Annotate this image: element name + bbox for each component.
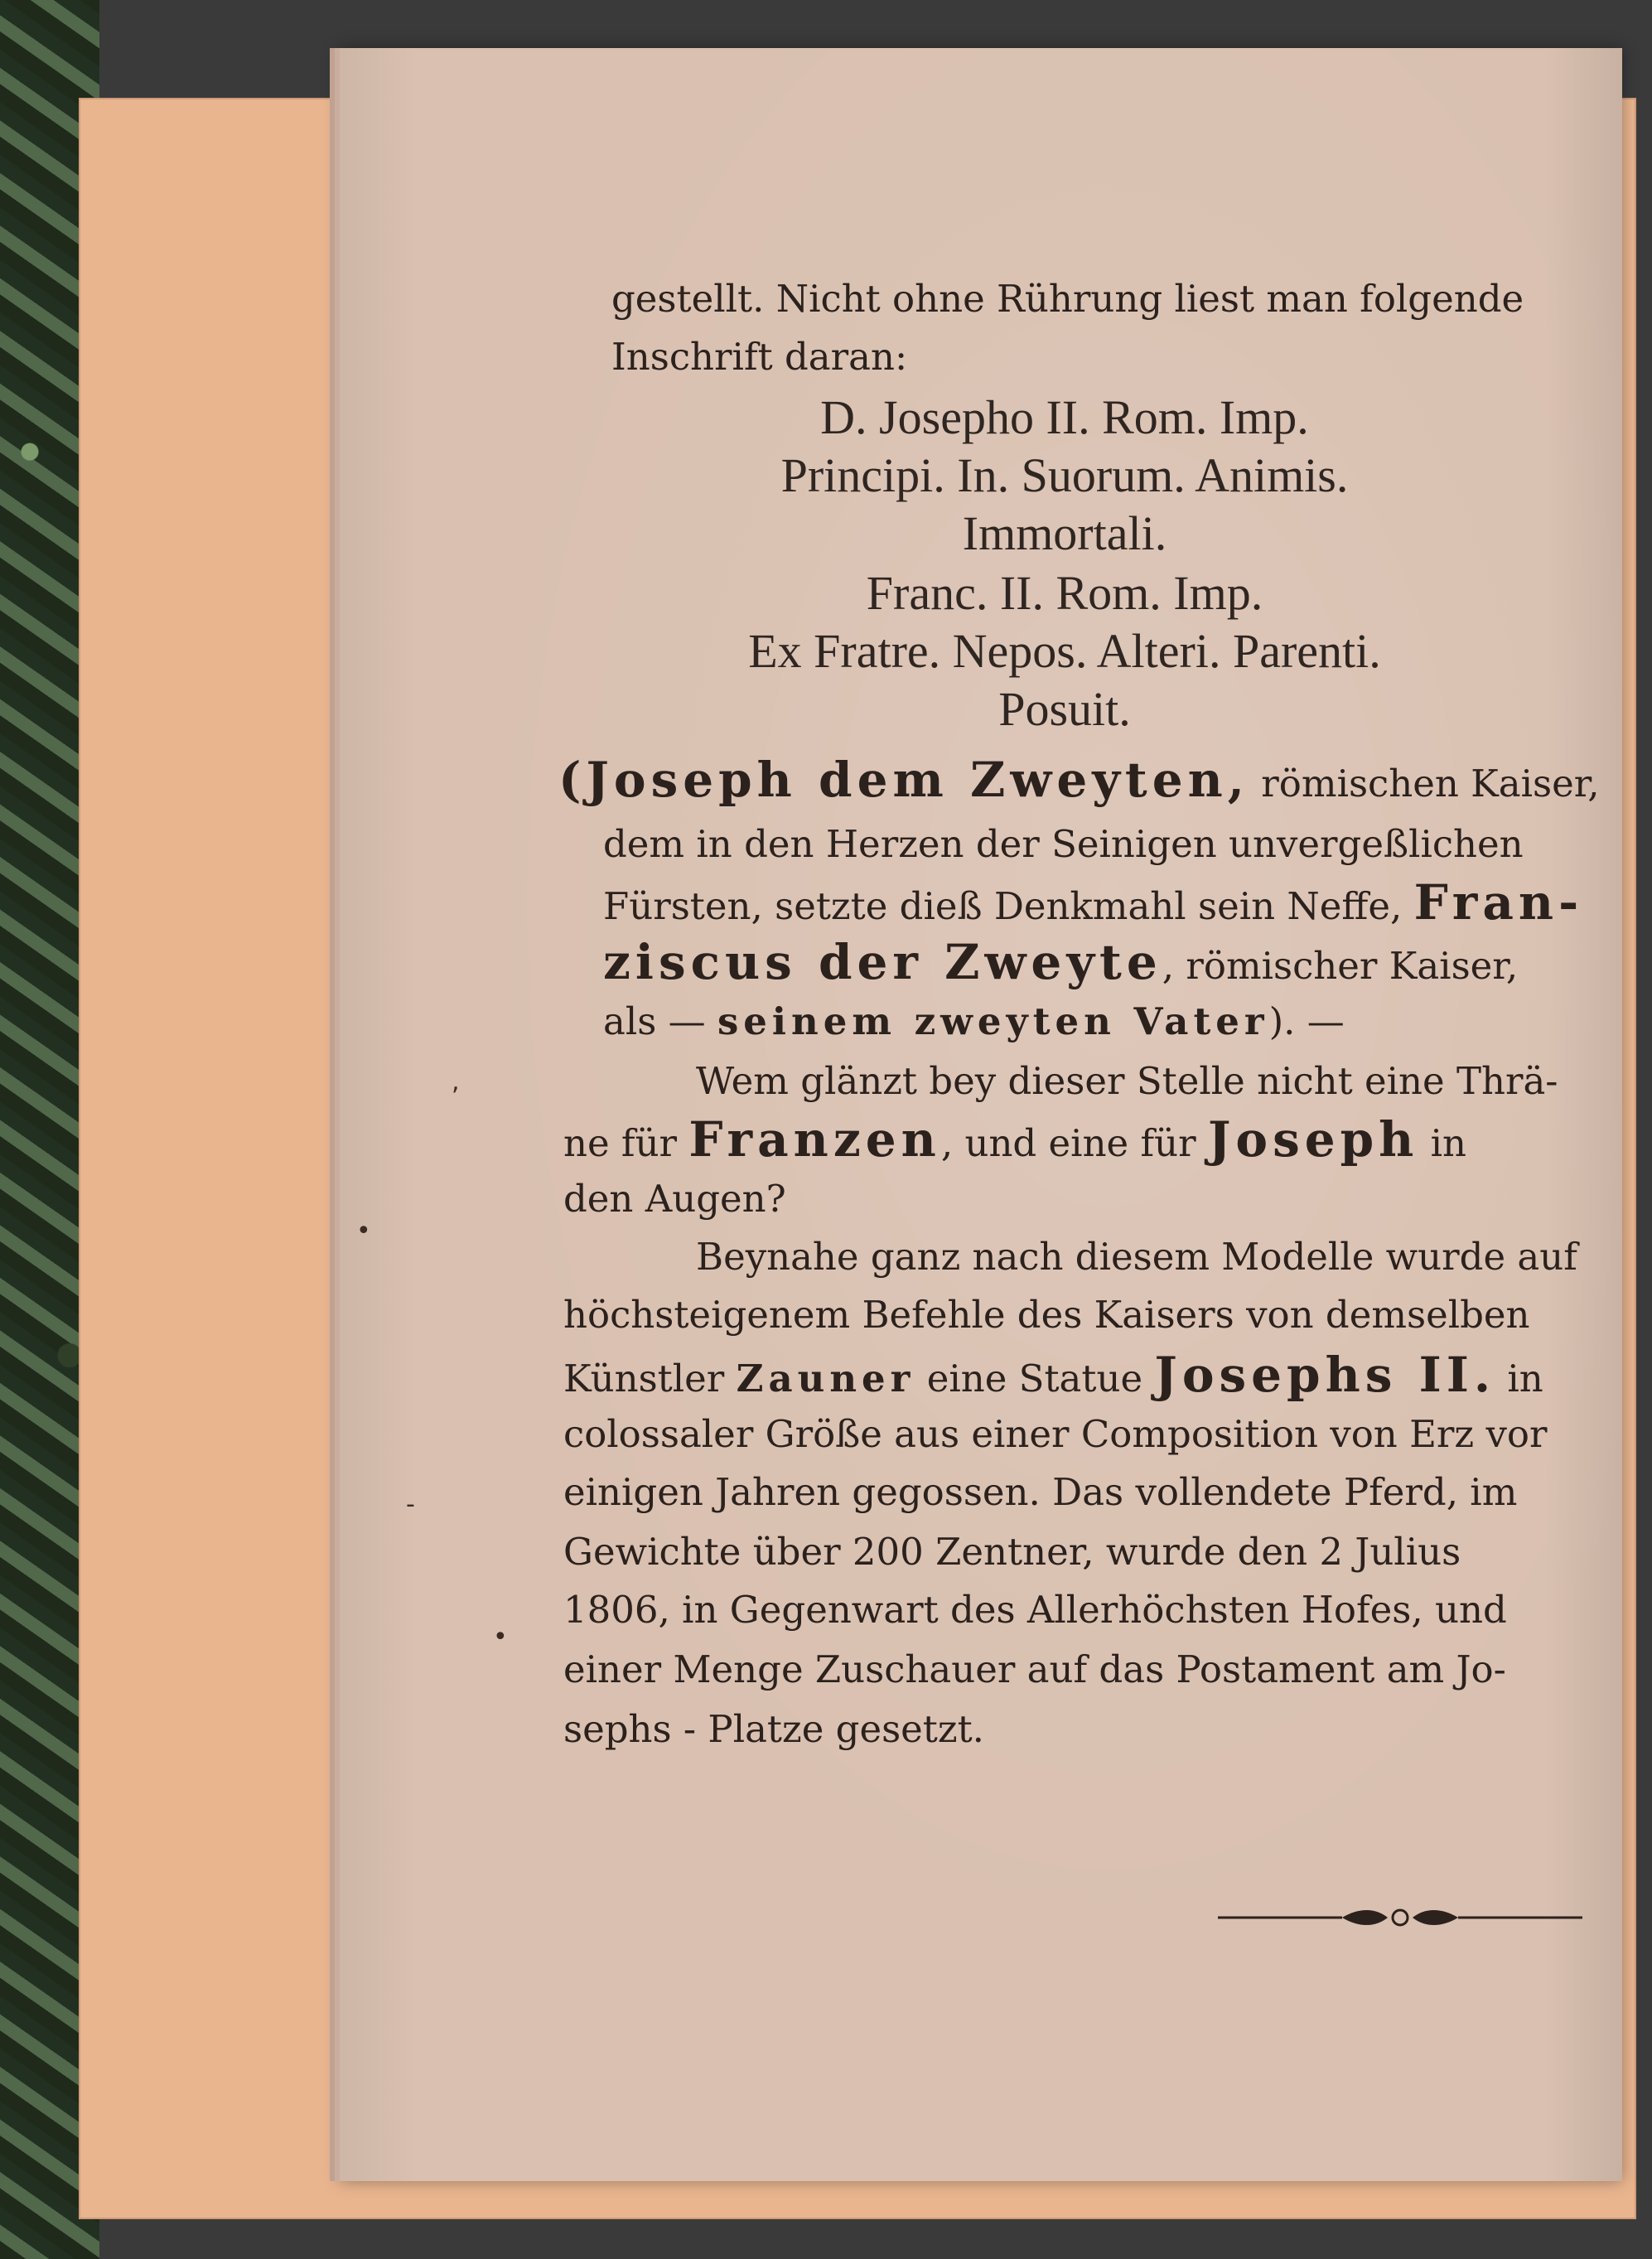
text-span: ). — [1268,999,1345,1043]
text-line [563,1110,1466,1173]
emphasis-text: seinem zweyten Vater [717,999,1269,1043]
text-line [603,993,1345,1051]
text-line: 1806, in Gegenwart des Allerhöchsten Hofes, und [563,1588,1507,1632]
text-span: , römischer Kaiser, [1162,944,1519,988]
emphasis-text: Franzen [688,1111,941,1168]
text-line [603,933,1518,995]
text-span: ne für [563,1121,689,1165]
book-page [340,48,1622,2181]
text-span: in [1418,1121,1467,1165]
text-span: Künstler [563,1357,737,1400]
text-span: als — [603,999,717,1043]
inscription-line: D. Josepho II. Rom. Imp. [820,390,1309,444]
emphasis-text: ziscus der Zweyte [603,934,1162,990]
text-line: dem in den Herzen der Seinigen unvergeßlichen [603,822,1524,866]
text-line: den Augen? [563,1177,786,1221]
text-span: Fürsten, setzte dieß Denkmahl sein Neffe, [603,884,1414,928]
emphasis-text: Joseph [1207,1111,1419,1168]
text-span: eine Statue [915,1357,1155,1400]
inscription-line: Principi. In. Suorum. Animis. [780,448,1349,502]
emphasis-text: Fran- [1413,874,1584,931]
margin-mark: • [356,1217,371,1246]
inscription-line: Ex Fratre. Nepos. Alteri. Parenti. [748,624,1381,678]
emphasis-text: Josephs II. [1154,1347,1496,1403]
ornament-divider-icon [1218,1901,1582,1934]
text-line: colossaler Größe aus einer Composition von Erz vor [563,1412,1548,1456]
text-span: in [1495,1357,1543,1400]
text-line: höchsteigenem Befehle des Kaisers von demselben [563,1293,1530,1337]
margin-mark: - [406,1490,415,1519]
margin-mark: • [493,1623,508,1652]
inscription-line: Immortali. [962,506,1167,560]
emphasis-text: (Joseph dem Zweyten, [558,752,1249,808]
text-line: Wem glänzt bey dieser Stelle nicht eine Thrä- [696,1059,1558,1103]
text-span: , und eine für [940,1121,1208,1165]
text-line: Inschrift daran: [611,335,908,379]
emphasis-text: Zauner [736,1357,915,1400]
text-line [558,751,1600,813]
text-line [603,873,1583,936]
text-span: römischen Kaiser, [1249,762,1600,805]
inscription-line: Posuit. [998,682,1131,736]
text-line: einigen Jahren gegossen. Das vollendete Pferd, im [563,1470,1518,1514]
inscription-line: Franc. II. Rom. Imp. [866,566,1263,620]
text-line: einer Menge Zuschauer auf das Postament am Jo- [563,1647,1506,1691]
text-line: sephs - Platze gesetzt. [563,1707,984,1751]
margin-mark: , [452,1067,460,1096]
text-line [563,1346,1543,1408]
text-line: Beynahe ganz nach diesem Modelle wurde auf [696,1235,1577,1279]
text-line: Gewichte über 200 Zentner, wurde den 2 Julius [563,1530,1461,1574]
text-line: gestellt. Nicht ohne Rührung liest man folgende [611,277,1524,321]
